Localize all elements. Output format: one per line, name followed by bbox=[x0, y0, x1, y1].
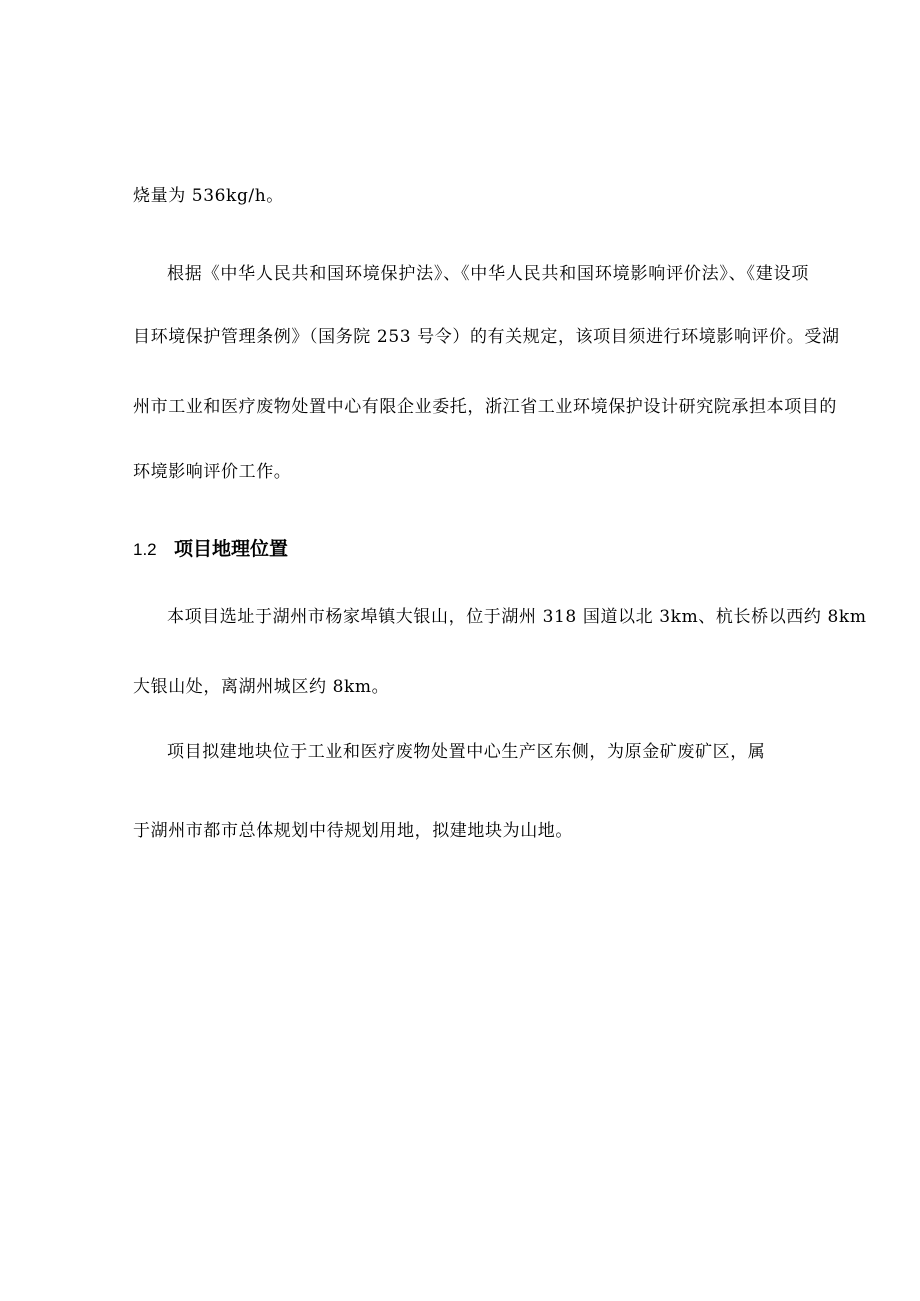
section-number: 1.2 bbox=[133, 540, 157, 559]
section-heading bbox=[133, 537, 288, 562]
paragraph-1-line-1: 烧量为 536kg/h。 bbox=[133, 186, 284, 206]
paragraph-2-line-2: 目环境保护管理条例》（国务院 253 号令）的有关规定，该项目须进行环境影响评价。受湖 bbox=[133, 327, 840, 347]
paragraph-3-line-2: 大银山处，离湖州城区约 8km。 bbox=[133, 677, 390, 697]
paragraph-3-line-1: 本项目选址于湖州市杨家埠镇大银山，位于湖州 318 国道以北 3km、杭长桥以西约 8km bbox=[167, 607, 867, 627]
paragraph-2-line-4: 环境影响评价工作。 bbox=[133, 462, 292, 482]
paragraph-4-line-1: 项目拟建地块位于工业和医疗废物处置中心生产区东侧，为原金矿废矿区，属 bbox=[167, 742, 766, 762]
paragraph-2-line-3: 州市工业和医疗废物处置中心有限企业委托，浙江省工业环境保护设计研究院承担本项目的 bbox=[133, 397, 837, 417]
paragraph-2-line-1: 根据《中华人民共和国环境保护法》、《中华人民共和国环境影响评价法》、《建设项 bbox=[167, 264, 809, 284]
paragraph-4-line-2: 于湖州市都市总体规划中待规划用地，拟建地块为山地。 bbox=[133, 821, 573, 841]
section-title: 项目地理位置 bbox=[174, 538, 289, 560]
